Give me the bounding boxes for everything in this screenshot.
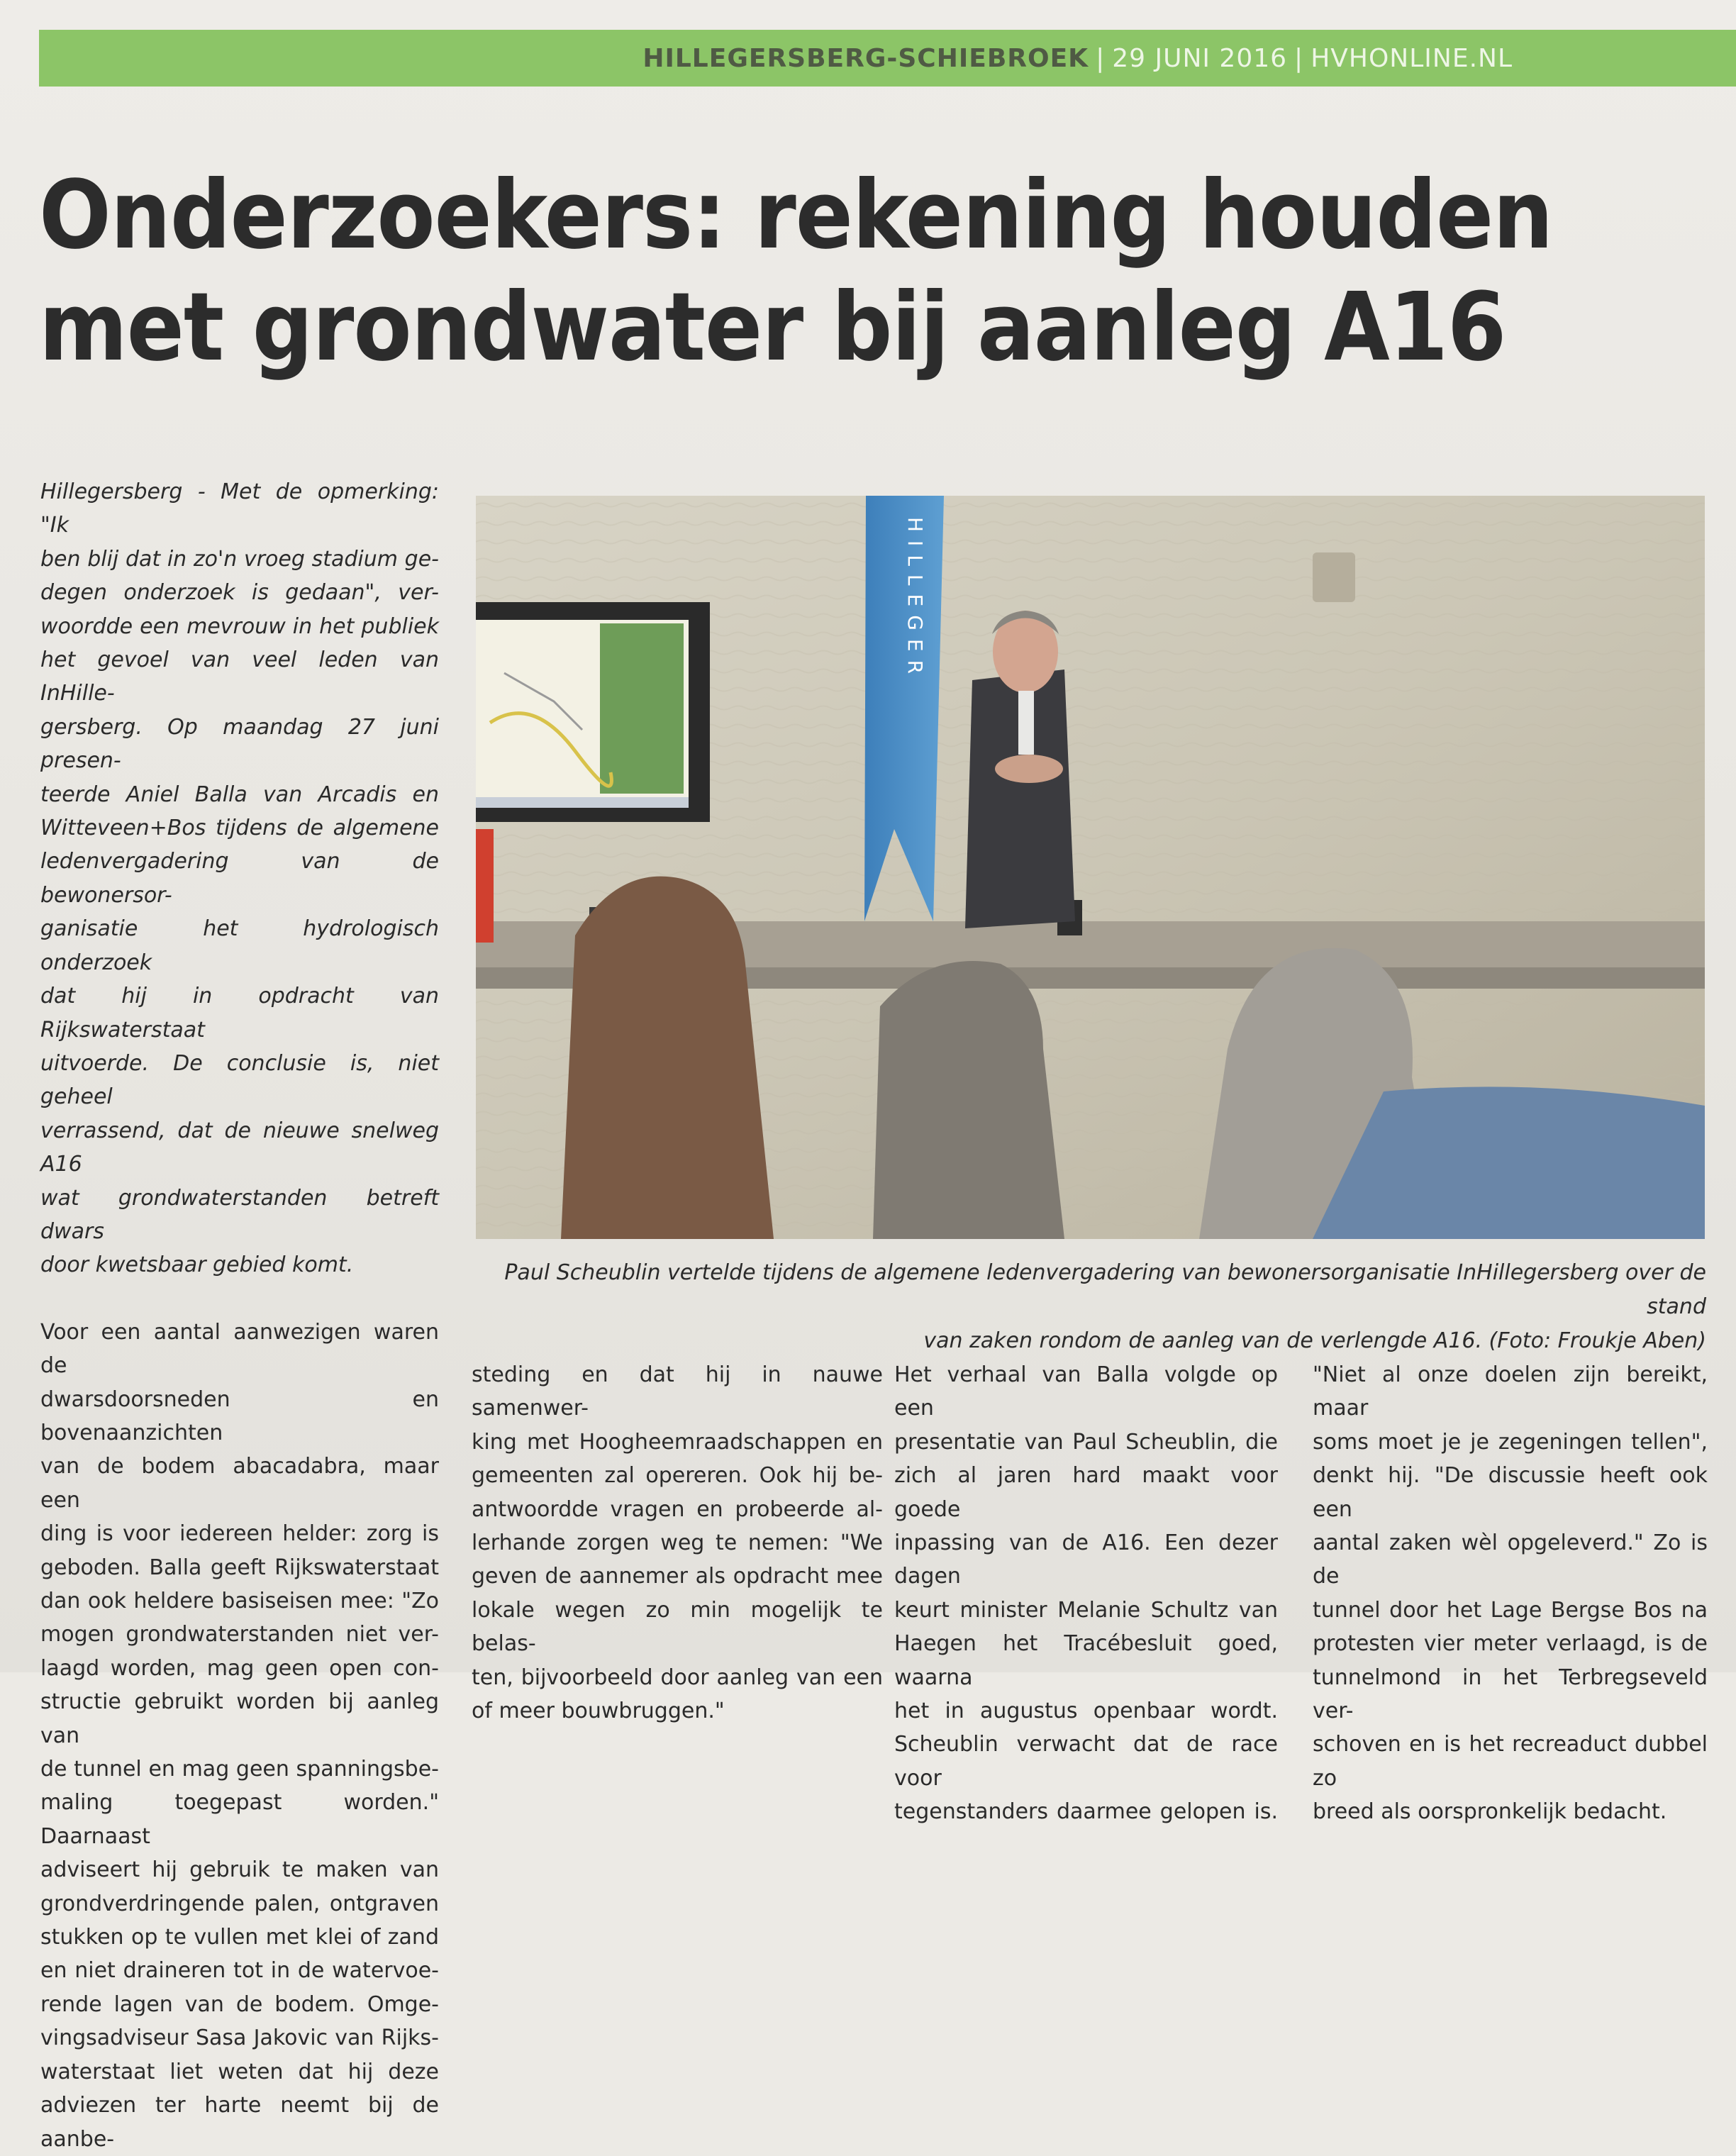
caption-line-1: Paul Scheublin vertelde tijdens de algemene ledenvergadering van bewonersorganisatie InHillegersberg over de stand <box>504 1260 1706 1319</box>
body-line: antwoordde vragen en probeerde al- <box>472 1496 883 1522</box>
screen-map-panel <box>600 623 684 794</box>
intro-line: het gevoel van veel leden van InHille- <box>40 648 439 706</box>
header-place: HILLEGERSBERG-SCHIEBROEK <box>642 43 1089 73</box>
red-object <box>476 829 494 943</box>
article-column-4 <box>1313 1358 1708 1829</box>
section-header-text <box>642 44 1513 73</box>
body-line: tegenstanders daarmee gelopen is. <box>894 1799 1278 1825</box>
article-headline <box>39 160 1706 384</box>
body-line: tunnel door het Lage Bergse Bos na <box>1313 1597 1708 1623</box>
intro-line: ledenvergadering van de bewonersor- <box>40 849 439 908</box>
body-line: protesten vier meter verlaagd, is de <box>1313 1631 1708 1657</box>
body-line: grondverdringende palen, ontgraven <box>40 1891 439 1916</box>
body-line: en niet draineren tot in de watervoe- <box>40 1958 439 1984</box>
header-separator-2: | <box>1294 43 1304 73</box>
intro-line: Witteveen+Bos tijdens de algemene <box>40 816 439 841</box>
body-line: van de bodem abacadabra, maar een <box>40 1454 439 1513</box>
article-column-1 <box>40 475 439 2156</box>
body-line: of meer bouwbruggen." <box>472 1699 725 1724</box>
body-line: gemeenten zal opereren. Ook hij be- <box>472 1463 883 1489</box>
body-line: waterstaat liet weten dat hij deze <box>40 2059 439 2084</box>
body-line: adviezen ter harte neemt bij de aanbe- <box>40 2093 439 2152</box>
body-line: Scheublin verwacht dat de race voor <box>894 1732 1278 1791</box>
intro-line: teerde Aniel Balla van Arcadis en <box>40 782 439 807</box>
intro-line: wat grondwaterstanden betreft dwars <box>40 1185 439 1244</box>
article-column-2 <box>472 1358 883 1728</box>
article-photo <box>476 496 1705 1239</box>
body-line: vingsadviseur Sasa Jakovic van Rijks- <box>40 2026 439 2051</box>
intro-line: degen onderzoek is gedaan", ver- <box>40 580 439 606</box>
caption-line-2: van zaken rondom de aanleg van de verlengde A16. (Foto: Froukje Aben) <box>923 1328 1706 1353</box>
photo-caption <box>468 1256 1706 1358</box>
banner-lettering: HILLEGER <box>903 517 927 683</box>
body-line: Haegen het Tracébesluit goed, waarna <box>894 1631 1278 1690</box>
intro-line: Hillegersberg - Met de opmerking: "Ik <box>40 479 439 538</box>
body-line: geven de aannemer als opdracht mee <box>472 1564 883 1589</box>
body-line: de tunnel en mag geen spanningsbe- <box>40 1757 439 1782</box>
intro-line: door kwetsbaar gebied komt. <box>40 1252 354 1278</box>
body-line: Voor een aantal aanwezigen waren de <box>40 1319 439 1379</box>
intro-line: dat hij in opdracht van Rijkswaterstaat <box>40 984 439 1043</box>
intro-line: woordde een mevrouw in het publiek <box>40 613 439 639</box>
intro-line: gersberg. Op maandag 27 juni presen- <box>40 714 439 774</box>
body-line: ten, bijvoorbeeld door aanleg van een <box>472 1665 883 1690</box>
body-line: ding is voor iedereen helder: zorg is <box>40 1521 439 1547</box>
header-separator-1: | <box>1096 43 1106 73</box>
intro-line: ben blij dat in zo'n vroeg stadium ge- <box>40 546 439 572</box>
body-line: het in augustus openbaar wordt. <box>894 1699 1278 1724</box>
paragraph-gap <box>40 1282 439 1316</box>
body-line: keurt minister Melanie Schultz van <box>894 1597 1278 1623</box>
article-body-part-1 <box>40 1316 439 2156</box>
article-column-3 <box>894 1358 1278 1829</box>
body-line: soms moet je je zegeningen tellen", <box>1313 1429 1708 1455</box>
body-line: lerhande zorgen weg te nemen: "We <box>472 1530 883 1556</box>
body-line: stukken op te vullen met klei of zand <box>40 1925 439 1950</box>
body-line: breed als oorspronkelijk bedacht. <box>1313 1799 1667 1825</box>
intro-line: ganisatie het hydrologisch onderzoek <box>40 916 439 975</box>
intro-line: uitvoerde. De conclusie is, niet geheel <box>40 1050 439 1110</box>
body-line: adviseert hij gebruik te maken van <box>40 1857 439 1883</box>
body-line: dwarsdoorsneden en bovenaanzichten <box>40 1387 439 1445</box>
body-line: presentatie van Paul Scheublin, die <box>894 1429 1278 1455</box>
body-line: lokale wegen zo min mogelijk te belas- <box>472 1597 883 1657</box>
body-line: denkt hij. "De discussie heeft ook een <box>1313 1463 1708 1522</box>
body-line: inpassing van de A16. Een dezer dagen <box>894 1530 1278 1589</box>
photo-presentation-scene <box>476 496 1705 1239</box>
headline-line-1: Onderzoekers: rekening houden <box>39 161 1553 270</box>
body-line: dan ook heldere basiseisen mee: "Zo <box>40 1589 439 1613</box>
body-line: steding en dat hij in nauwe samenwer- <box>472 1362 883 1421</box>
body-line: zich al jaren hard maakt voor goede <box>894 1463 1278 1522</box>
body-line: "Niet al onze doelen zijn bereikt, maar <box>1313 1362 1708 1421</box>
wall-speaker <box>1313 552 1355 602</box>
article-intro <box>40 475 439 1282</box>
body-line: aantal zaken wèl opgeleverd." Zo is de <box>1313 1530 1708 1589</box>
body-line: king met Hoogheemraadschappen en <box>472 1429 883 1455</box>
body-line: maling toegepast worden." Daarnaast <box>40 1790 439 1849</box>
body-line: Het verhaal van Balla volgde op een <box>894 1362 1278 1421</box>
body-line: tunnelmond in het Terbregseveld ver- <box>1313 1665 1708 1724</box>
section-header-bar <box>39 30 1736 87</box>
headline-line-2: met grondwater bij aanleg A16 <box>39 273 1506 382</box>
body-line: laagd worden, mag geen open con- <box>40 1655 439 1681</box>
header-date: 29 JUNI 2016 <box>1112 43 1288 73</box>
body-line: structie gebruikt worden bij aanleg van <box>40 1689 439 1748</box>
body-line: mogen grondwaterstanden niet ver- <box>40 1622 439 1647</box>
body-line: rende lagen van de bodem. Omge- <box>40 1991 439 2017</box>
header-site: HVHONLINE.NL <box>1311 43 1513 73</box>
body-line: geboden. Balla geeft Rijkswaterstaat <box>40 1555 439 1580</box>
body-line: schoven en is het recreaduct dubbel zo <box>1313 1732 1708 1791</box>
intro-line: verrassend, dat de nieuwe snelweg A16 <box>40 1118 439 1177</box>
